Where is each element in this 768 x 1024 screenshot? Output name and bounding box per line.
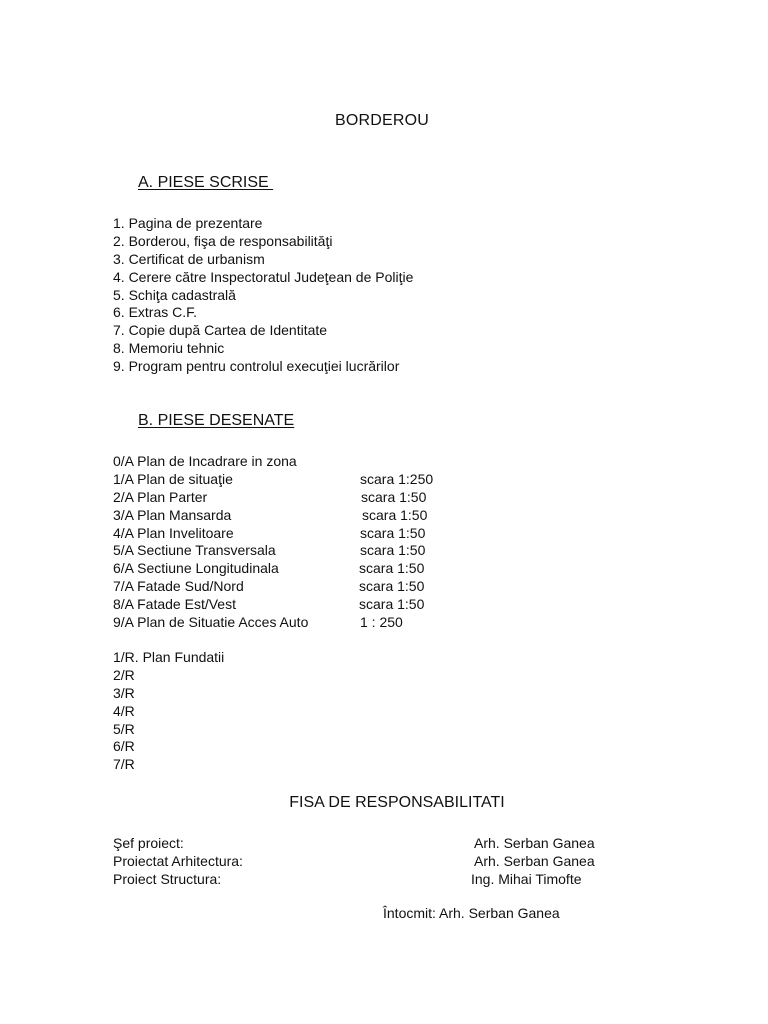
list-item: 1. Pagina de prezentare: [113, 215, 263, 231]
section-b-heading: B. PIESE DESENATE: [138, 412, 295, 429]
drawing-scale: scara 1:50: [359, 578, 425, 595]
drawing-row: [113, 453, 308, 471]
responsibility-table: [113, 834, 633, 888]
section-a-heading: A. PIESE SCRISE: [138, 174, 274, 191]
section-b-list: [113, 453, 434, 632]
drawing-scale: scara 1:50: [360, 524, 426, 541]
list-item: 8. Memoriu tehnic: [113, 340, 225, 357]
list-item: 5/R: [113, 720, 135, 737]
responsibility-row: [113, 852, 633, 870]
drawing-code: 4/A Plan Invelitoare: [113, 524, 234, 541]
list-item: 2/R: [113, 666, 135, 683]
drawing-code: 6/A Sectiune Longitudinala: [113, 560, 279, 577]
structure-list: [113, 649, 224, 774]
list-item: 1/R. Plan Fundatii: [113, 649, 225, 665]
person-name: Ing. Mihai Timofte: [471, 871, 582, 887]
drawing-code: 3/A Plan Mansarda: [113, 506, 232, 523]
drawing-code: 9/A Plan de Situatie Acces Auto: [113, 614, 309, 631]
drawing-code: 0/A Plan de Incadrare in zona: [113, 453, 297, 469]
list-item: 4. Cerere către Inspectoratul Judeţean de Poliţie: [113, 268, 414, 285]
drawing-row: [113, 578, 425, 596]
drawing-scale: scara 1:250: [360, 470, 434, 487]
drawing-scale: scara 1:50: [362, 506, 428, 523]
responsibility-title: FISA DE RESPONSABILITATI: [289, 794, 505, 811]
list-item: 2. Borderou, fişa de responsabilităţi: [113, 232, 333, 249]
list-item: 5. Schiţa cadastrală: [113, 286, 236, 303]
drawing-row: [113, 470, 434, 489]
list-item: 3. Certificat de urbanism: [113, 250, 265, 267]
drawing-scale: 1 : 250: [360, 614, 403, 631]
drawing-code: 7/A Fatade Sud/Nord: [113, 578, 244, 595]
drawing-row: [113, 596, 425, 614]
list-item: 4/R: [113, 702, 135, 719]
responsibility-row: [113, 834, 633, 852]
person-name: Arh. Serban Ganea: [474, 853, 595, 869]
person-name: Arh. Serban Ganea: [474, 835, 595, 851]
role-label: Proiectat Arhitectura:: [113, 853, 243, 869]
prepared-by: Întocmit: Arh. Serban Ganea: [383, 905, 560, 921]
drawing-scale: scara 1:50: [359, 596, 425, 613]
section-a-list: [113, 215, 413, 376]
drawing-code: 2/A Plan Parter: [113, 488, 208, 505]
list-item: 3/R: [113, 684, 135, 701]
list-item: 7/R: [113, 756, 135, 773]
drawing-code: 5/A Sectiune Transversala: [113, 542, 276, 559]
list-item: 9. Program pentru controlul execuţiei lucrărilor: [113, 358, 400, 375]
role-label: Proiect Structura:: [113, 871, 222, 887]
drawing-code: 1/A Plan de situaţie: [113, 470, 233, 487]
drawing-row: [113, 542, 426, 560]
drawing-row: [113, 506, 428, 525]
drawing-row: [113, 614, 403, 632]
document-title: BORDEROU: [334, 112, 430, 129]
drawing-scale: scara 1:50: [360, 542, 426, 559]
drawing-row: [113, 560, 425, 578]
list-item: 7. Copie după Cartea de Identitate: [113, 322, 328, 339]
drawing-code: 8/A Fatade Est/Vest: [113, 596, 236, 613]
drawing-scale: scara 1:50: [361, 488, 427, 505]
drawing-row: [113, 524, 426, 543]
list-item: 6/R: [113, 738, 135, 755]
role-label: Şef proiect:: [113, 835, 184, 851]
drawing-row: [113, 488, 427, 507]
responsibility-row: [113, 870, 633, 888]
list-item: 6. Extras C.F.: [113, 304, 198, 321]
drawing-scale: scara 1:50: [359, 560, 425, 577]
